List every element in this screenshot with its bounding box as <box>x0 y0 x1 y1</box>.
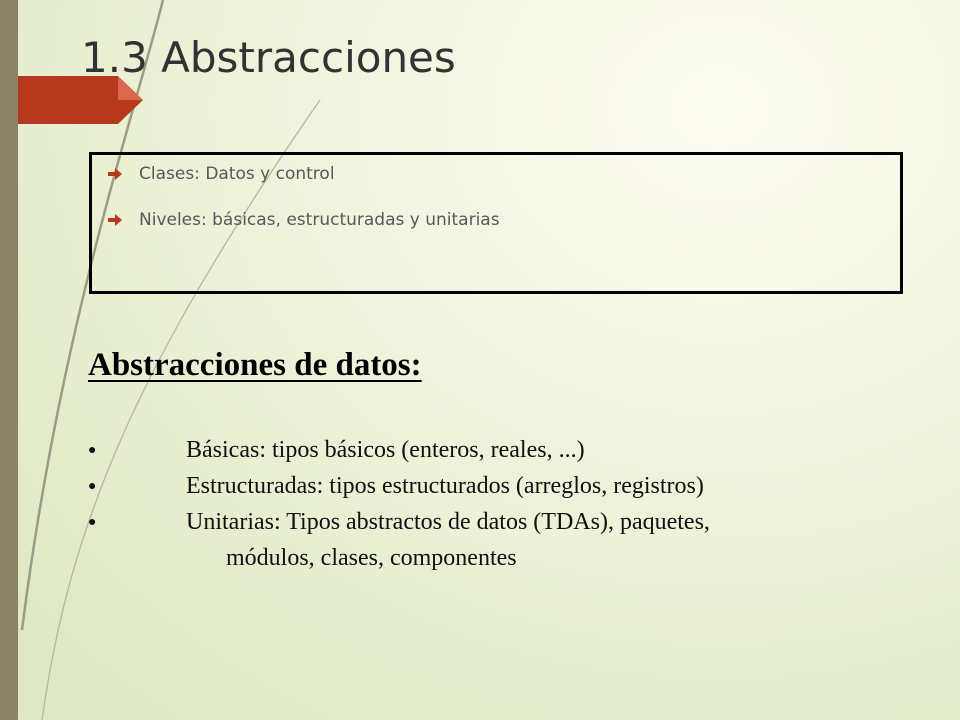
abstraction-list <box>88 432 908 571</box>
list-item <box>88 504 908 571</box>
summary-item <box>92 163 900 185</box>
list-item-text: Unitarias: Tipos abstractos de datos (TDAs), paquetes, <box>186 509 710 535</box>
list-item <box>88 432 908 468</box>
bullet-dot-icon: ● <box>88 515 97 530</box>
list-item-text: Básicas: tipos básicos (enteros, reales, ...) <box>186 437 585 463</box>
list-item <box>88 468 908 504</box>
section-heading: Abstracciones de datos: <box>88 347 422 383</box>
right-arrow-bullet-icon <box>108 214 122 226</box>
summary-item-text: Niveles: básicas, estructuradas y unitarias <box>139 210 500 230</box>
bullet-dot-icon: ● <box>88 479 97 494</box>
bullet-dot-icon: ● <box>88 443 97 458</box>
summary-item <box>92 209 900 231</box>
list-item-text: Estructuradas: tipos estructurados (arreglos, registros) <box>186 473 704 499</box>
slide-title: 1.3 Abstracciones <box>81 33 456 82</box>
list-item-continuation: módulos, clases, componentes <box>226 545 517 571</box>
summary-box <box>89 152 903 294</box>
summary-item-text: Clases: Datos y control <box>139 164 335 184</box>
right-arrow-bullet-icon <box>108 168 122 180</box>
